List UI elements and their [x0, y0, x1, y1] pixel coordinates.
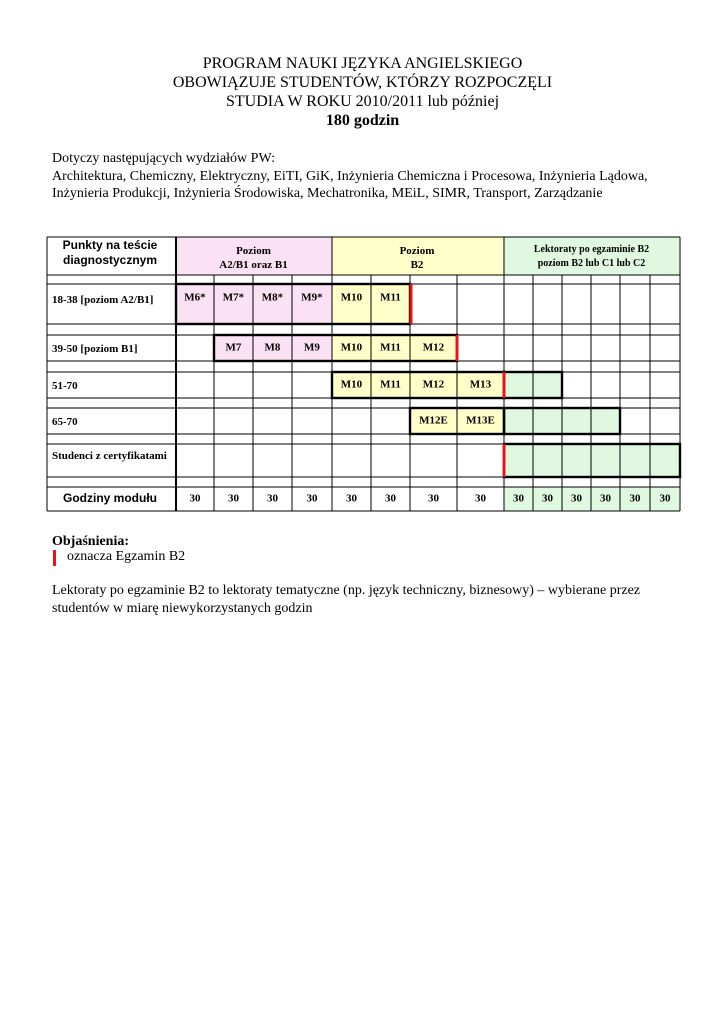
row3-module-cell: M10 — [340, 378, 363, 391]
exam-marker-row2 — [456, 335, 459, 361]
legend-heading: Objaśnienia: — [52, 534, 130, 549]
row1-module-cell: M8* — [261, 291, 284, 304]
header-diagnostic-points: Punkty na teście diagnostycznym — [62, 238, 158, 267]
row-label-18-38: 18-38 [poziom A2/B1] — [52, 294, 154, 306]
exam-marker-icon — [53, 550, 56, 566]
title-line-2: OBOWIĄZUJE STUDENTÓW, KTÓRZY ROZPOCZĘLI — [172, 74, 553, 91]
row1-module-cell: M7* — [222, 291, 245, 304]
row3-module-cell: M13 — [469, 378, 492, 391]
row2-module-cell: M11 — [380, 341, 401, 354]
note-text: Lektoraty po egzaminie B2 to lektoraty tematyczne (np. język techniczny, biznesowy) – wybierane przez studentów w miarę niewykorzystanych godzin — [52, 583, 641, 616]
row1-module-cell: M10 — [340, 291, 363, 304]
row-label-hours: Godziny modułu — [63, 491, 157, 505]
title-hours: 180 godzin — [325, 112, 400, 129]
header-lectorates: Lektoraty po egzaminie B2 poziom B2 lub C1 lub C2 — [533, 244, 650, 269]
row1-bg-pink — [176, 284, 332, 324]
faculty-list: Architektura, Chemiczny, Elektryczny, EiTI, GiK, Inżynieria Chemiczna i Procesowa, Inżynieria Lądowa, Inżynieria Produkcji, Inżynieria Środowiska, Mechatronika, MEiL, SIMR, Transport, Zarządzanie — [52, 168, 648, 201]
hours-cell: 30 — [428, 492, 439, 505]
row2-module-cell: M10 — [340, 341, 363, 354]
title-line-3: STUDIA W ROKU 2010/2011 lub później — [225, 93, 500, 110]
intro-heading: Dotyczy następujących wydziałów PW: — [52, 151, 276, 166]
legend-text: oznacza Egzamin B2 — [67, 549, 186, 564]
row-label-certificates: Studenci z certyfikatami — [52, 450, 167, 462]
row-label-51-70: 51-70 — [52, 380, 78, 392]
hours-cell: 30 — [346, 492, 357, 505]
row4-module-cell: M13E — [466, 414, 495, 427]
row-label-39-50: 39-50 [poziom B1] — [52, 343, 138, 355]
header-level-a2b1: Poziom A2/B1 oraz B1 — [219, 245, 288, 271]
row-label-65-70: 65-70 — [52, 416, 78, 428]
hours-cell: 30 — [659, 492, 671, 505]
hours-cell: 30 — [228, 492, 239, 505]
hours-cell: 30 — [385, 492, 396, 505]
hours-cell: 30 — [629, 492, 641, 505]
title-line-1: PROGRAM NAUKI JĘZYKA ANGIELSKIEGO — [202, 55, 523, 72]
exam-marker-row5 — [503, 444, 506, 477]
exam-marker-row1 — [410, 284, 413, 324]
hours-cell: 30 — [267, 492, 278, 505]
row2-module-cell: M8 — [264, 341, 281, 354]
hours-bg-green — [504, 487, 680, 511]
row1-module-cell: M9* — [301, 291, 323, 304]
row4-module-cell: M12E — [419, 414, 448, 427]
row1-module-cell: M11 — [380, 291, 401, 304]
row2-module-cell: M9 — [304, 341, 320, 354]
row3-module-cell: M12 — [422, 378, 445, 391]
row2-module-cell: M12 — [422, 341, 445, 354]
hours-cell: 30 — [306, 492, 318, 505]
hours-cell: 30 — [513, 492, 524, 505]
header-level-b2: Poziom B2 — [399, 245, 435, 271]
row3-module-cell: M11 — [380, 378, 401, 391]
hours-cell: 30 — [542, 492, 553, 505]
hours-cell: 30 — [189, 492, 201, 505]
exam-marker-row3 — [503, 372, 506, 398]
row1-module-cell: M6* — [184, 291, 206, 304]
row2-module-cell: M7 — [225, 341, 242, 354]
hours-cell: 30 — [475, 492, 486, 505]
hours-cell: 30 — [600, 492, 611, 505]
row5-bg-green — [504, 444, 680, 477]
hours-cell: 30 — [571, 492, 582, 505]
